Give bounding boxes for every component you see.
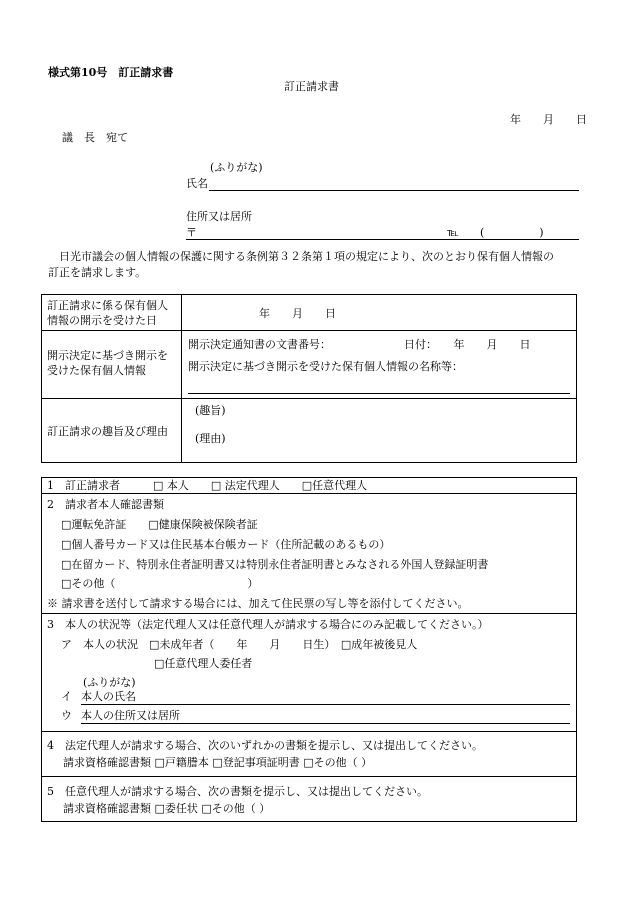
section-2-title: 2 請求者本人確認書類	[47, 498, 164, 511]
purpose-field: (趣旨)	[195, 404, 226, 417]
doc-number-field: 開示決定通知書の文書番号：	[188, 338, 331, 351]
requester-address-label: 住所又は居所	[186, 210, 252, 223]
section-2-id-docs-2: □個人番号カード又は住民基本台帳カード（住所記載のあるもの）	[61, 538, 391, 551]
principal-address-line	[81, 723, 570, 724]
section-4-title: 4 法定代理人が請求する場合、次のいずれかの書類を提示し、又は提出してください。	[47, 739, 483, 752]
tel-parens: ( )	[480, 226, 544, 239]
section-2-id-docs-4: □その他（ ）	[61, 577, 259, 590]
tel-mark: ℡	[447, 226, 459, 239]
disclosure-date-label-2: 情報の開示を受けた日	[47, 314, 157, 327]
intro-line-2: 訂正を請求します。	[48, 266, 147, 279]
requester-name-label: 氏名	[186, 177, 208, 190]
table1-row-sep-1	[41, 330, 577, 331]
section-3-i-mark: イ	[61, 690, 72, 703]
requester-furigana: (ふりがな)	[210, 161, 263, 174]
purpose-reason-label: 訂正請求の趣旨及び理由	[47, 425, 168, 438]
section-5-docs: 請求資格確認書類 □委任状 □その他（ ）	[63, 802, 271, 815]
section-3-principal-status: ア 本人の状況 □未成年者（ 年 月 日生） □成年被後見人	[61, 638, 418, 651]
principal-name-line	[81, 704, 570, 705]
table1-divider	[181, 294, 182, 463]
section-3-furigana: (ふりがな)	[83, 676, 136, 689]
table2-sep-1	[41, 493, 577, 494]
requester-name-line	[209, 190, 579, 191]
section-2-id-docs-3: □在留カード、特別永住者証明書又は特別永住者証明書とみなされる外国人登録証明書	[61, 558, 489, 571]
section-3-u-mark: ウ	[61, 709, 72, 722]
section-2-id-docs-1: □運転免許証 □健康保険被保険者証	[61, 518, 258, 531]
requester-address-line	[186, 239, 579, 240]
section-5-title: 5 任意代理人が請求する場合、次の書類を提示し、又は提出してください。	[47, 785, 428, 798]
section-3-principal-name: 本人の氏名	[81, 690, 136, 703]
table2-sep-4	[41, 776, 577, 777]
doc-date-field: 日付： 年 月 日	[404, 338, 531, 351]
intro-line-1: 日光市議会の個人情報の保護に関する条例第３２条第１項の規定により、次のとおり保有個人情報の	[48, 250, 554, 263]
section-3-title: 3 本人の状況等（法定代理人又は任意代理人が請求する場合にのみ記載してください。）	[47, 618, 489, 631]
disclosed-info-label-1: 開示決定に基づき開示を	[47, 349, 168, 362]
section-3-principal-status-2: □任意代理人委任者	[154, 657, 253, 670]
disclosed-info-name-line	[188, 393, 570, 394]
table2-sep-2	[41, 613, 577, 614]
addressee: 議 長 宛て	[62, 131, 128, 144]
reason-field: (理由)	[195, 432, 226, 445]
document-title: 訂正請求書	[284, 80, 339, 93]
table2-sep-3	[41, 731, 577, 732]
postal-mark: 〒	[186, 226, 197, 239]
section-3-principal-address: 本人の住所又は居所	[81, 709, 180, 722]
disclosure-date-label-1: 訂正請求に係る保有個人	[47, 299, 168, 312]
date-line: 年 月 日	[510, 113, 587, 126]
section-2-note: ※ 請求書を送付して請求する場合には、加えて住民票の写し等を添付してください。	[47, 597, 469, 610]
table1-row-sep-2	[41, 398, 577, 399]
section-1-requester-type: 1 訂正請求者 □ 本人 □ 法定代理人 □任意代理人	[47, 479, 368, 492]
section-4-docs: 請求資格確認書類 □戸籍謄本 □登記事項証明書 □その他（ ）	[63, 756, 373, 769]
form-number: 様式第10号 訂正請求書	[48, 66, 174, 79]
disclosed-info-label-2: 受けた保有個人情報	[47, 364, 146, 377]
disclosed-info-name-field: 開示決定に基づき開示を受けた保有個人情報の名称等：	[188, 360, 463, 373]
disclosure-date-value: 年 月 日	[259, 307, 336, 320]
